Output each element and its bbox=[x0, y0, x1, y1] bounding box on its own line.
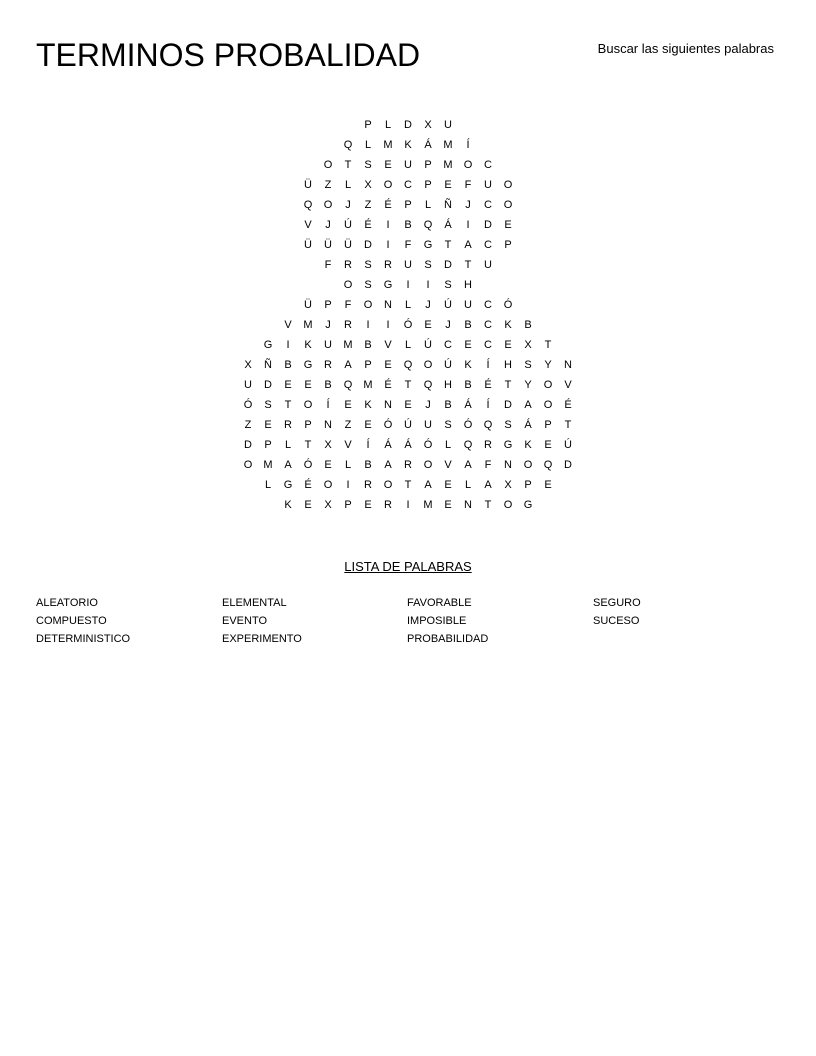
grid-letter: D bbox=[484, 219, 492, 231]
grid-letter: P bbox=[404, 199, 412, 211]
grid-letter: B bbox=[444, 399, 452, 411]
grid-letter: Ú bbox=[444, 299, 452, 311]
grid-letter: B bbox=[404, 219, 412, 231]
grid-letter: V bbox=[564, 379, 572, 391]
grid-letter: Ó bbox=[403, 319, 413, 331]
grid-letter: R bbox=[384, 499, 392, 511]
grid-letter: E bbox=[284, 379, 292, 391]
grid-letter: T bbox=[404, 379, 412, 391]
grid-letter: É bbox=[384, 379, 392, 391]
word-list-item: ELEMENTAL bbox=[222, 597, 287, 609]
grid-letter: I bbox=[366, 319, 370, 331]
grid-letter: C bbox=[444, 339, 452, 351]
grid-letter: M bbox=[263, 459, 273, 471]
grid-letter: E bbox=[544, 439, 552, 451]
grid-letter: Ó bbox=[303, 459, 313, 471]
page-title: TERMINOS PROBALIDAD bbox=[36, 37, 421, 73]
grid-letter: S bbox=[364, 279, 372, 291]
grid-letter: C bbox=[484, 339, 492, 351]
grid-letter: N bbox=[384, 399, 392, 411]
grid-letter: Ó bbox=[463, 419, 473, 431]
grid-letter: Z bbox=[344, 419, 352, 431]
grid-letter: O bbox=[323, 159, 333, 171]
grid-letter: T bbox=[404, 479, 412, 491]
grid-letter: T bbox=[284, 399, 292, 411]
grid-letter: K bbox=[404, 139, 412, 151]
grid-letter: P bbox=[364, 359, 372, 371]
grid-letter: F bbox=[404, 239, 412, 251]
grid-letter: Ó bbox=[503, 299, 513, 311]
grid-letter: L bbox=[464, 479, 472, 491]
grid-letter: O bbox=[543, 379, 553, 391]
grid-letter: Q bbox=[483, 419, 493, 431]
grid-letter: H bbox=[444, 379, 452, 391]
grid-letter: R bbox=[404, 459, 412, 471]
grid-letter: G bbox=[523, 499, 533, 511]
grid-letter: I bbox=[386, 219, 390, 231]
grid-letter: A bbox=[464, 239, 472, 251]
grid-letter: R bbox=[344, 319, 352, 331]
grid-letter: D bbox=[444, 259, 452, 271]
grid-letter: E bbox=[344, 399, 352, 411]
grid-letter: J bbox=[345, 199, 351, 211]
grid-letter: V bbox=[344, 439, 352, 451]
grid-letter: L bbox=[404, 339, 412, 351]
grid-letter: L bbox=[344, 179, 352, 191]
grid-letter: H bbox=[504, 359, 512, 371]
grid-letter: A bbox=[464, 459, 472, 471]
grid-letter: Ü bbox=[324, 239, 332, 251]
grid-letter: S bbox=[364, 259, 372, 271]
grid-letter: É bbox=[484, 379, 492, 391]
grid-letter: I bbox=[406, 279, 410, 291]
grid-letter: L bbox=[424, 199, 432, 211]
grid-letter: L bbox=[284, 439, 292, 451]
grid-letter: B bbox=[524, 319, 532, 331]
grid-letter: L bbox=[404, 299, 412, 311]
grid-letter: N bbox=[324, 419, 332, 431]
grid-letter: L bbox=[444, 439, 452, 451]
grid-letter: N bbox=[384, 299, 392, 311]
instructions-text: Buscar las siguientes palabras bbox=[597, 41, 774, 56]
grid-letter: J bbox=[325, 219, 331, 231]
grid-letter: Ú bbox=[404, 419, 412, 431]
grid-letter: Ú bbox=[564, 439, 572, 451]
grid-letter: F bbox=[324, 259, 332, 271]
grid-letter: V bbox=[284, 319, 292, 331]
grid-letter: P bbox=[304, 419, 312, 431]
grid-letter: O bbox=[383, 179, 393, 191]
grid-letter: Ü bbox=[304, 239, 312, 251]
grid-letter: E bbox=[324, 459, 332, 471]
grid-letter: D bbox=[244, 439, 252, 451]
word-list-column bbox=[222, 594, 402, 648]
grid-letter: P bbox=[324, 299, 332, 311]
grid-letter: E bbox=[464, 339, 472, 351]
grid-letter: R bbox=[324, 359, 332, 371]
grid-letter: P bbox=[544, 419, 552, 431]
grid-letter: B bbox=[464, 319, 472, 331]
grid-letter: Á bbox=[384, 439, 392, 451]
grid-letter: E bbox=[304, 379, 312, 391]
grid-letter: N bbox=[464, 499, 472, 511]
grid-letter: A bbox=[284, 459, 292, 471]
grid-letter: O bbox=[423, 459, 433, 471]
grid-letter: O bbox=[303, 399, 313, 411]
grid-letter: I bbox=[286, 339, 290, 351]
grid-letter: Ó bbox=[423, 439, 433, 451]
word-list-item: PROBABILIDAD bbox=[407, 633, 489, 645]
grid-letter: I bbox=[406, 499, 410, 511]
grid-letter: K bbox=[504, 319, 512, 331]
word-list-item: FAVORABLE bbox=[407, 597, 472, 609]
grid-letter: M bbox=[363, 379, 373, 391]
grid-letter: É bbox=[364, 219, 372, 231]
grid-letter: Q bbox=[343, 379, 353, 391]
grid-letter: X bbox=[364, 179, 372, 191]
grid-letter: T bbox=[304, 439, 312, 451]
grid-letter: L bbox=[344, 459, 352, 471]
word-list-title: LISTA DE PALABRAS bbox=[344, 559, 472, 574]
grid-letter: Í bbox=[366, 439, 370, 451]
grid-letter: O bbox=[523, 459, 533, 471]
grid-letter: Ñ bbox=[264, 359, 272, 371]
grid-letter: A bbox=[344, 359, 352, 371]
grid-letter: G bbox=[503, 439, 513, 451]
grid-letter: O bbox=[463, 159, 473, 171]
grid-letter: D bbox=[364, 239, 372, 251]
grid-letter: U bbox=[324, 339, 332, 351]
grid-letter: T bbox=[484, 499, 492, 511]
grid-letter: V bbox=[444, 459, 452, 471]
grid-letter: D bbox=[404, 119, 412, 131]
grid-letter: D bbox=[564, 459, 572, 471]
grid-letter: T bbox=[444, 239, 452, 251]
grid-letter: Í bbox=[326, 399, 330, 411]
grid-letter: B bbox=[324, 379, 332, 391]
grid-letter: G bbox=[383, 279, 393, 291]
grid-letter: P bbox=[504, 239, 512, 251]
grid-letter: M bbox=[303, 319, 313, 331]
grid-letter: Á bbox=[464, 399, 472, 411]
grid-letter: C bbox=[484, 239, 492, 251]
grid-letter: Í bbox=[486, 359, 490, 371]
grid-letter: Z bbox=[244, 419, 252, 431]
grid-letter: Y bbox=[524, 379, 532, 391]
grid-letter: C bbox=[484, 299, 492, 311]
grid-letter: T bbox=[504, 379, 512, 391]
grid-letter: F bbox=[344, 299, 352, 311]
grid-letter: T bbox=[544, 339, 552, 351]
grid-letter: E bbox=[384, 159, 392, 171]
grid-letter: Ú bbox=[344, 219, 352, 231]
grid-letter: I bbox=[386, 319, 390, 331]
grid-letter: Á bbox=[424, 139, 432, 151]
grid-letter: A bbox=[524, 399, 532, 411]
grid-letter: Z bbox=[364, 199, 372, 211]
grid-letter: S bbox=[524, 359, 532, 371]
grid-letter: L bbox=[364, 139, 372, 151]
word-list-item: EXPERIMENTO bbox=[222, 633, 302, 645]
grid-letter: S bbox=[504, 419, 512, 431]
grid-letter: I bbox=[346, 479, 350, 491]
grid-letter: E bbox=[504, 339, 512, 351]
grid-letter: U bbox=[404, 259, 412, 271]
grid-letter: Ú bbox=[444, 359, 452, 371]
grid-letter: P bbox=[264, 439, 272, 451]
grid-letter: N bbox=[564, 359, 572, 371]
grid-letter: V bbox=[384, 339, 392, 351]
grid-letter: R bbox=[384, 259, 392, 271]
grid-letter: E bbox=[444, 499, 452, 511]
grid-letter: R bbox=[364, 479, 372, 491]
grid-letter: J bbox=[465, 199, 471, 211]
grid-letter: T bbox=[564, 419, 572, 431]
grid-letter: Q bbox=[463, 439, 473, 451]
grid-letter: X bbox=[524, 339, 532, 351]
grid-letter: P bbox=[424, 179, 432, 191]
grid-letter: J bbox=[325, 319, 331, 331]
grid-letter: P bbox=[424, 159, 432, 171]
grid-letter: Á bbox=[444, 219, 452, 231]
word-list-item: DETERMINISTICO bbox=[36, 633, 131, 645]
grid-letter: O bbox=[343, 279, 353, 291]
grid-letter: G bbox=[283, 479, 293, 491]
grid-letter: É bbox=[304, 479, 312, 491]
grid-letter: Ü bbox=[304, 179, 312, 191]
grid-letter: T bbox=[344, 159, 352, 171]
grid-letter: E bbox=[444, 179, 452, 191]
grid-letter: R bbox=[344, 259, 352, 271]
grid-letter: E bbox=[444, 479, 452, 491]
grid-letter: Ü bbox=[344, 239, 352, 251]
grid-letter: Q bbox=[343, 139, 353, 151]
grid-letter: P bbox=[344, 499, 352, 511]
grid-letter: O bbox=[543, 399, 553, 411]
grid-letter: G bbox=[263, 339, 273, 351]
grid-letter: E bbox=[404, 399, 412, 411]
grid-letter: E bbox=[504, 219, 512, 231]
grid-letter: R bbox=[484, 439, 492, 451]
grid-letter: M bbox=[443, 139, 453, 151]
grid-letter: S bbox=[364, 159, 372, 171]
grid-letter: É bbox=[564, 399, 572, 411]
grid-letter: Q bbox=[303, 199, 313, 211]
grid-letter: E bbox=[364, 419, 372, 431]
grid-letter: C bbox=[404, 179, 412, 191]
grid-letter: Á bbox=[524, 419, 532, 431]
grid-letter: X bbox=[324, 439, 332, 451]
grid-letter: P bbox=[364, 119, 372, 131]
grid-letter: G bbox=[423, 239, 433, 251]
grid-letter: Ñ bbox=[444, 199, 452, 211]
grid-letter: I bbox=[386, 239, 390, 251]
grid-letter: U bbox=[404, 159, 412, 171]
grid-letter: P bbox=[524, 479, 532, 491]
word-list-item: SEGURO bbox=[593, 597, 641, 609]
grid-letter: E bbox=[364, 499, 372, 511]
grid-letter: U bbox=[424, 419, 432, 431]
word-list-item: EVENTO bbox=[222, 615, 268, 627]
grid-letter: J bbox=[425, 299, 431, 311]
word-list-heading bbox=[0, 559, 816, 575]
grid-letter: Ü bbox=[304, 299, 312, 311]
grid-letter: K bbox=[464, 359, 472, 371]
grid-letter: Q bbox=[543, 459, 553, 471]
word-list-item: SUCESO bbox=[593, 615, 640, 627]
grid-letter: K bbox=[524, 439, 532, 451]
grid-letter: F bbox=[484, 459, 492, 471]
grid-letter: E bbox=[304, 499, 312, 511]
grid-letter: K bbox=[284, 499, 292, 511]
grid-letter: M bbox=[343, 339, 353, 351]
grid-letter: C bbox=[484, 159, 492, 171]
grid-letter: O bbox=[383, 479, 393, 491]
grid-letter: O bbox=[503, 199, 513, 211]
grid-letter: O bbox=[363, 299, 373, 311]
grid-letter: U bbox=[444, 119, 452, 131]
grid-letter: Q bbox=[423, 219, 433, 231]
grid-letter: X bbox=[324, 499, 332, 511]
grid-letter: X bbox=[504, 479, 512, 491]
grid-letter: O bbox=[503, 499, 513, 511]
grid-letter: B bbox=[364, 339, 372, 351]
grid-letter: U bbox=[244, 379, 252, 391]
grid-letter: U bbox=[484, 259, 492, 271]
grid-letter: V bbox=[304, 219, 312, 231]
grid-letter: Z bbox=[324, 179, 332, 191]
grid-letter: B bbox=[284, 359, 292, 371]
grid-letter: C bbox=[484, 199, 492, 211]
grid-letter: S bbox=[444, 419, 452, 431]
grid-letter: E bbox=[384, 359, 392, 371]
grid-letter: N bbox=[504, 459, 512, 471]
grid-letter: Q bbox=[423, 379, 433, 391]
word-list-column bbox=[593, 594, 773, 630]
grid-letter: A bbox=[424, 479, 432, 491]
grid-letter: C bbox=[484, 319, 492, 331]
grid-letter: B bbox=[364, 459, 372, 471]
grid-letter: U bbox=[484, 179, 492, 191]
grid-letter: Q bbox=[403, 359, 413, 371]
grid-letter: U bbox=[464, 299, 472, 311]
grid-letter: I bbox=[426, 279, 430, 291]
grid-letter: F bbox=[464, 179, 472, 191]
grid-letter: É bbox=[384, 199, 392, 211]
grid-letter: D bbox=[264, 379, 272, 391]
word-list-column bbox=[36, 594, 216, 648]
grid-letter: T bbox=[464, 259, 472, 271]
grid-letter: O bbox=[423, 359, 433, 371]
grid-letter: Ú bbox=[424, 339, 432, 351]
grid-letter: A bbox=[484, 479, 492, 491]
grid-letter: S bbox=[424, 259, 432, 271]
grid-letter: J bbox=[425, 399, 431, 411]
grid-letter: H bbox=[464, 279, 472, 291]
grid-letter: E bbox=[424, 319, 432, 331]
grid-letter: Ó bbox=[383, 419, 393, 431]
grid-letter: G bbox=[303, 359, 313, 371]
grid-letter: S bbox=[264, 399, 272, 411]
grid-letter: E bbox=[544, 479, 552, 491]
grid-letter: Í bbox=[486, 399, 490, 411]
grid-letter: L bbox=[264, 479, 272, 491]
grid-letter: O bbox=[243, 459, 253, 471]
grid-letter: K bbox=[364, 399, 372, 411]
word-list-item: COMPUESTO bbox=[36, 615, 107, 627]
word-list-column bbox=[407, 594, 587, 648]
grid-letter: O bbox=[323, 479, 333, 491]
grid-letter: B bbox=[464, 379, 472, 391]
grid-letter: M bbox=[443, 159, 453, 171]
grid-letter: O bbox=[323, 199, 333, 211]
grid-letter: D bbox=[504, 399, 512, 411]
grid-letter: L bbox=[384, 119, 392, 131]
grid-letter: Á bbox=[404, 439, 412, 451]
word-list-item: ALEATORIO bbox=[36, 597, 98, 609]
grid-letter: M bbox=[383, 139, 393, 151]
grid-letter: Ó bbox=[243, 399, 253, 411]
grid-letter: Y bbox=[544, 359, 552, 371]
grid-letter: K bbox=[304, 339, 312, 351]
grid-letter: R bbox=[284, 419, 292, 431]
grid-letter: X bbox=[424, 119, 432, 131]
grid-letter: Í bbox=[466, 139, 470, 151]
grid-letter: J bbox=[445, 319, 451, 331]
grid-letter: S bbox=[444, 279, 452, 291]
grid-letter: E bbox=[264, 419, 272, 431]
grid-letter: O bbox=[503, 179, 513, 191]
word-list-item: IMPOSIBLE bbox=[407, 615, 467, 627]
grid-letter: A bbox=[384, 459, 392, 471]
grid-letter: M bbox=[423, 499, 433, 511]
grid-letter: X bbox=[244, 359, 252, 371]
grid-letter: I bbox=[466, 219, 470, 231]
